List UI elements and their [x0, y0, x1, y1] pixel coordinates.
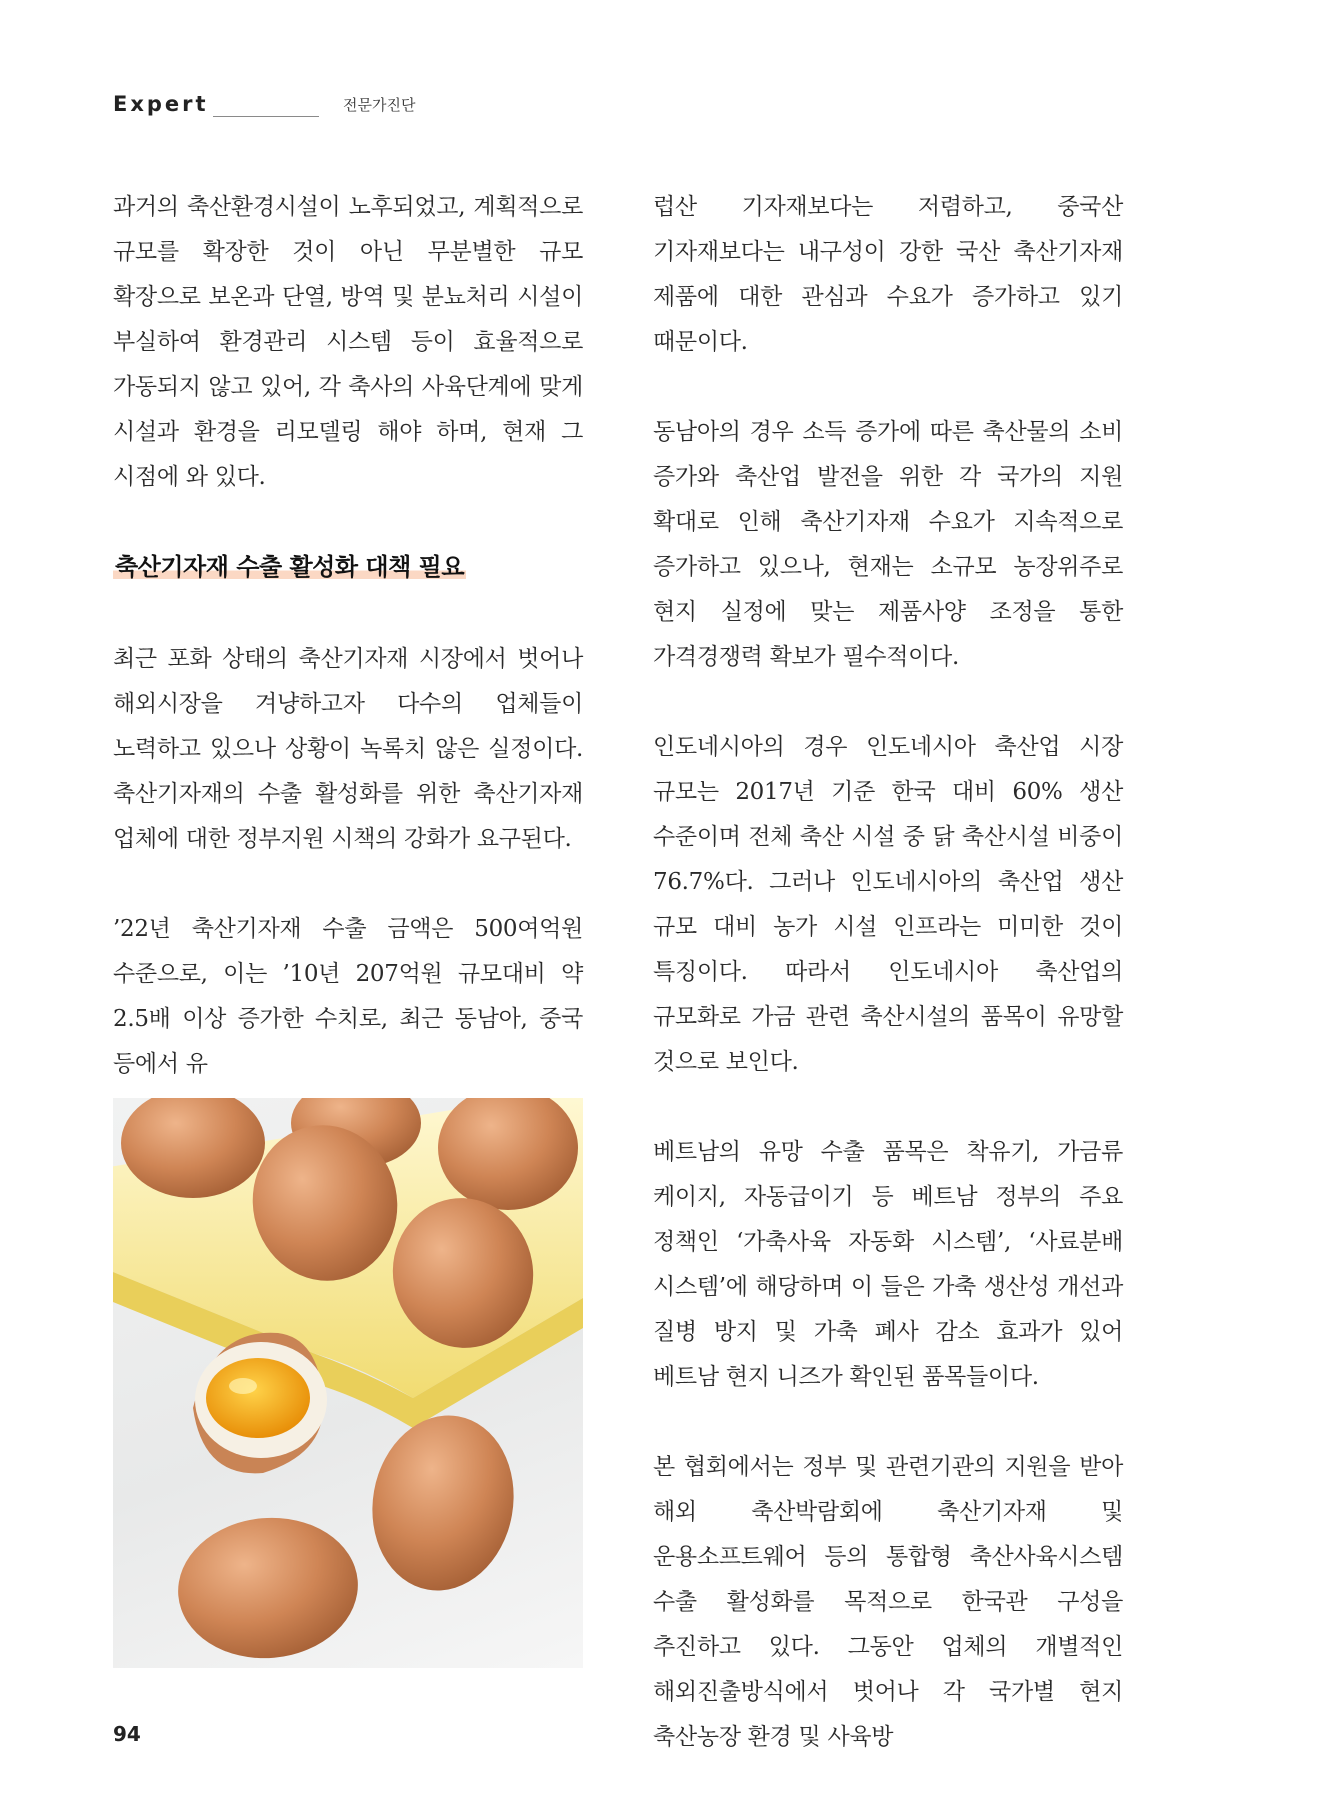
egg — [172, 1510, 364, 1665]
section-label: Expert — [113, 92, 209, 116]
right-column — [653, 185, 1123, 1805]
body-paragraph: 최근 포화 상태의 축산기자재 시장에서 벗어나 해외시장을 겨냥하고자 다수의 업체들이 노력하고 있으나 상황이 녹록치 않은 실정이다. 축산기자재의 수출 활성화를 위한 축산기자재 업체에 대한 정부지원 시책의 강화가 요구된다. — [113, 646, 583, 852]
body-paragraph: 과거의 축산환경시설이 노후되었고, 계획적으로 규모를 확장한 것이 아닌 무분별한 규모 확장으로 보온과 단열, 방역 및 분뇨처리 시설이 부실하여 환경관리 시스템 등이 효율적으로 가동되지 않고 있어, 각 축사의 사육단계에 맞게 시설과 환경을 리모델링 해야 하며, 현재 그 시점에 와 있다. — [113, 194, 583, 490]
header-divider — [213, 116, 319, 117]
page-number: 94 — [113, 1722, 141, 1746]
body-paragraph: 본 협회에서는 정부 및 관련기관의 지원을 받아 해외 축산박람회에 축산기자재 및 운용소프트웨어 등의 통합형 축산사육시스템 수출 활성화를 목적으로 한국관 구성을 추진하고 있다. 그동안 업체의 개별적인 해외진출방식에서 벗어나 각 국가별 현지 축산농장 환경 및 사육방 — [653, 1454, 1123, 1750]
body-paragraph: 베트남의 유망 수출 품목은 착유기, 가금류 케이지, 자동급이기 등 베트남 정부의 주요 정책인 ‘가축사육 자동화 시스템’, ‘사료분배 시스템’에 해당하며 이 들은 가축 생산성 개선과 질병 방지 및 가축 폐사 감소 효과가 있어 베트남 현지 니즈가 확인된 품목들이다. — [653, 1139, 1123, 1390]
eggs-photo — [113, 1098, 583, 1668]
body-paragraph: 동남아의 경우 소득 증가에 따른 축산물의 소비 증가와 축산업 발전을 위한 각 국가의 지원 확대로 인해 축산기자재 수요가 지속적으로 증가하고 있으나, 현재는 소규모 농장위주로 현지 실정에 맞는 제품사양 조정을 통한 가격경쟁력 확보가 필수적이다. — [653, 419, 1123, 670]
body-paragraph: 인도네시아의 경우 인도네시아 축산업 시장 규모는 2017년 기준 한국 대비 60% 생산 수준이며 전체 축산 시설 중 닭 축산시설 비중이 76.7%다. 그러나 인도네시아의 축산업 생산 규모 대비 농가 시설 인프라는 미미한 것이 특징이다. 따라서 인도네시아 축산업의 규모화로 가금 관련 축산시설의 품목이 유망할 것으로 보인다. — [653, 734, 1123, 1075]
section-heading — [113, 545, 583, 592]
section-heading-text: 축산기자재 수출 활성화 대책 필요 — [115, 553, 464, 581]
egg — [359, 1404, 527, 1602]
left-column — [113, 185, 583, 1132]
eggs-illustration — [113, 1098, 583, 1668]
body-paragraph: 럽산 기자재보다는 저렴하고, 중국산 기자재보다는 내구성이 강한 국산 축산기자재 제품에 대한 관심과 수요가 증가하고 있기 때문이다. — [653, 194, 1123, 355]
category-label: 전문가진단 — [343, 96, 416, 114]
egg-yolk — [206, 1358, 310, 1438]
body-paragraph: ’22년 축산기자재 수출 금액은 500여억원 수준으로, 이는 ’10년 207억원 규모대비 약 2.5배 이상 증가한 수치로, 최근 동남아, 중국 등에서 유 — [113, 916, 583, 1077]
